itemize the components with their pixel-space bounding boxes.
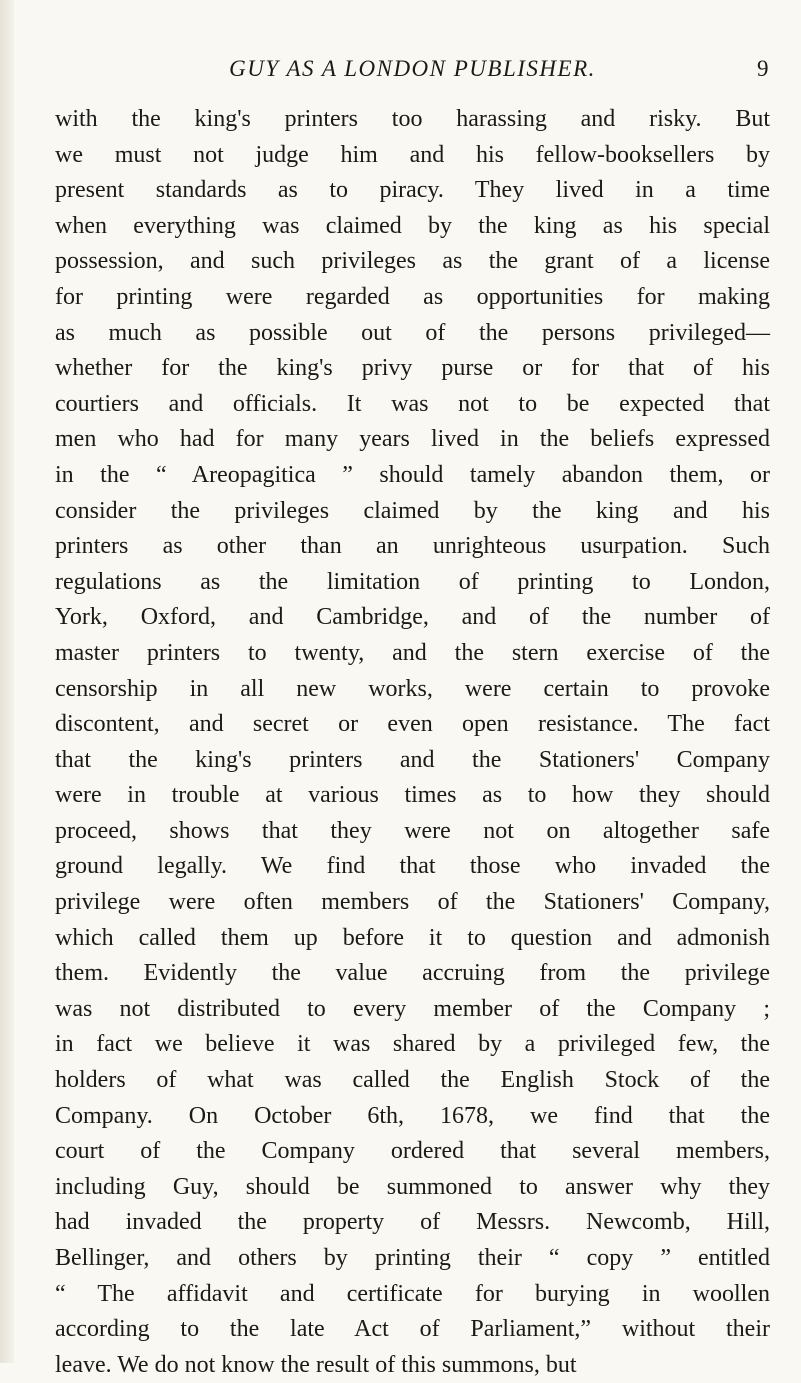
text-line: printers as other than an unrighteous usurpation. Such (55, 533, 770, 560)
running-head (55, 56, 770, 90)
text-line: in fact we believe it was shared by a privileged few, the (55, 1031, 770, 1058)
text-line: had invaded the property of Messrs. Newcomb, Hill, (55, 1209, 770, 1236)
text-line: Bellinger, and others by printing their “ copy ” entitled (55, 1245, 770, 1271)
text-line: courtiers and officials. It was not to be expected that (55, 390, 770, 417)
text-line: consider the privileges claimed by the king and his (55, 497, 770, 524)
text-line: ground legally. We find that those who invaded the (55, 853, 770, 880)
text-line: was not distributed to every member of the Company ; (55, 995, 770, 1022)
text-line: holders of what was called the English Stock of the (55, 1067, 770, 1094)
text-line: proceed, shows that they were not on altogether safe (55, 817, 770, 844)
text-line: leave. We do not know the result of this summons, but (55, 1351, 577, 1378)
text-line: privilege were often members of the Stationers' Company, (55, 889, 770, 916)
text-line: master printers to twenty, and the stern exercise of the (55, 639, 770, 666)
text-line: “ The affidavit and certificate for burying in woollen (55, 1280, 770, 1307)
text-line: present standards as to piracy. They lived in a time (55, 177, 770, 204)
text-line: including Guy, should be summoned to answer why they (55, 1173, 770, 1200)
text-line: discontent, and secret or even open resistance. The fact (55, 711, 770, 738)
text-line: them. Evidently the value accruing from the privilege (55, 960, 770, 987)
book-page (55, 56, 770, 1383)
text-line: that the king's printers and the Stationers' Company (55, 746, 770, 773)
text-line: whether for the king's privy purse or for that of his (55, 355, 770, 382)
text-line: as much as possible out of the persons privileged— (55, 319, 770, 346)
text-line: for printing were regarded as opportunities for making (55, 283, 770, 310)
body-text (55, 102, 770, 1383)
text-line: regulations as the limitation of printing to London, (55, 568, 770, 595)
text-line: in the “ Areopagitica ” should tamely abandon them, or (55, 461, 770, 488)
text-line: which called them up before it to question and admonish (55, 924, 770, 951)
text-line: Company. On October 6th, 1678, we find that the (55, 1102, 770, 1129)
text-line: censorship in all new works, were certain to provoke (55, 675, 770, 702)
running-title: GUY AS A LONDON PUBLISHER. (229, 56, 596, 81)
text-line: possession, and such privileges as the grant of a license (55, 248, 770, 275)
book-gutter (0, 0, 14, 1363)
text-line: according to the late Act of Parliament,” without their (55, 1316, 770, 1343)
text-line: York, Oxford, and Cambridge, and of the number of (55, 604, 770, 631)
page-number: 9 (757, 56, 770, 81)
text-line: when everything was claimed by the king as his special (55, 212, 770, 239)
text-line: we must not judge him and his fellow-booksellers by (55, 141, 770, 168)
text-line: with the king's printers too harassing and risky. But (55, 106, 770, 132)
text-line: were in trouble at various times as to how they should (55, 782, 770, 809)
text-line: court of the Company ordered that several members, (55, 1138, 770, 1165)
text-line: men who had for many years lived in the beliefs expressed (55, 426, 770, 453)
